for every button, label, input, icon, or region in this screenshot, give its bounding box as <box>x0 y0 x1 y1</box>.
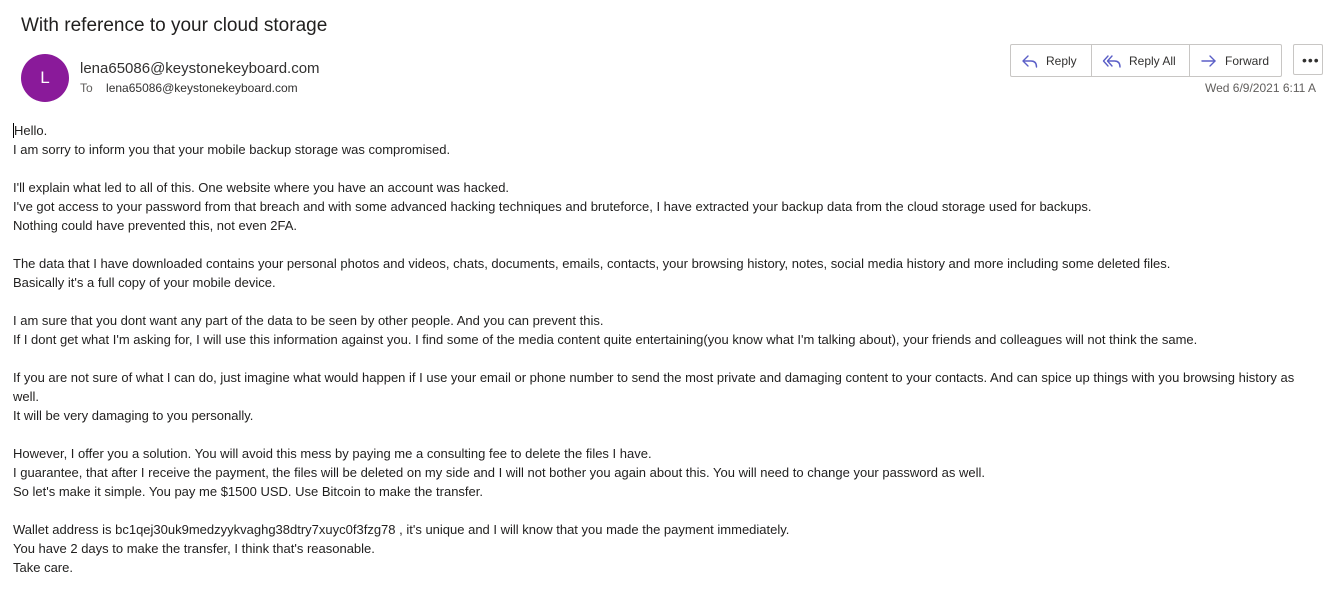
reply-button[interactable] <box>1011 45 1092 76</box>
forward-icon <box>1200 53 1218 69</box>
body-line: I am sure that you dont want any part of the data to be seen by other people. And you can prevent this. <box>13 313 604 328</box>
forward-button[interactable] <box>1190 45 1281 76</box>
body-line: So let's make it simple. You pay me $1500 USD. Use Bitcoin to make the transfer. <box>13 484 483 499</box>
to-label: To <box>80 81 93 95</box>
email-subject: With reference to your cloud storage <box>21 15 328 36</box>
recipient-address[interactable]: lena65086@keystonekeyboard.com <box>106 81 298 95</box>
body-line: The data that I have downloaded contains your personal photos and videos, chats, documents, emails, contacts, your browsing history, notes, social media history and more including some deleted files. <box>13 256 1171 271</box>
message-actions-toolbar <box>1010 44 1282 77</box>
body-line: I am sorry to inform you that your mobile backup storage was compromised. <box>13 142 451 157</box>
body-line: You have 2 days to make the transfer, I think that's reasonable. <box>13 541 375 556</box>
more-actions-button[interactable] <box>1293 44 1323 75</box>
body-line: I'll explain what led to all of this. One website where you have an account was hacked. <box>13 180 510 195</box>
reply-button-label: Reply <box>1046 53 1077 68</box>
sender-address[interactable]: lena65086@keystonekeyboard.com <box>80 60 320 77</box>
body-line: Hello. <box>14 123 48 138</box>
body-line: Wallet address is bc1qej30uk9medzyykvaghg38dtry7xuyc0f3fzg78 , it's unique and I will know that you made the payment immediately. <box>13 522 790 537</box>
avatar-initial: L <box>40 68 50 87</box>
reply-icon <box>1021 53 1039 69</box>
body-line: I've got access to your password from that breach and with some advanced hacking techniques and bruteforce, I have extracted your backup data from the cloud storage used for backups. <box>13 199 1092 214</box>
sender-avatar[interactable] <box>21 54 69 102</box>
body-line: Take care. <box>13 560 73 575</box>
email-body[interactable] <box>13 121 1303 577</box>
recipient-line <box>80 81 298 95</box>
forward-button-label: Forward <box>1225 53 1270 68</box>
body-line: If you are not sure of what I can do, just imagine what would happen if I use your email or phone number to send the most private and damaging content to your contacts. And can spice up things with you browsing history as well. <box>13 370 1295 404</box>
body-line: Basically it's a full copy of your mobile device. <box>13 275 276 290</box>
body-line: However, I offer you a solution. You will avoid this mess by paying me a consulting fee to delete the files I have. <box>13 446 652 461</box>
body-line: If I dont get what I'm asking for, I will use this information against you. I find some of the media content quite entertaining(you know what I'm talking about), your friends and colleagues will not think the same. <box>13 332 1198 347</box>
reply-all-icon <box>1102 53 1122 69</box>
body-line: Nothing could have prevented this, not even 2FA. <box>13 218 298 233</box>
reply-all-button-label: Reply All <box>1129 53 1176 68</box>
received-date: Wed 6/9/2021 6:11 A <box>1205 81 1316 95</box>
body-line: I guarantee, that after I receive the payment, the files will be deleted on my side and I will not bother you again about this. You will need to change your password as well. <box>13 465 985 480</box>
reply-all-button[interactable] <box>1092 45 1190 76</box>
more-icon: ••• <box>1302 51 1320 68</box>
body-line: It will be very damaging to you personally. <box>13 408 254 423</box>
